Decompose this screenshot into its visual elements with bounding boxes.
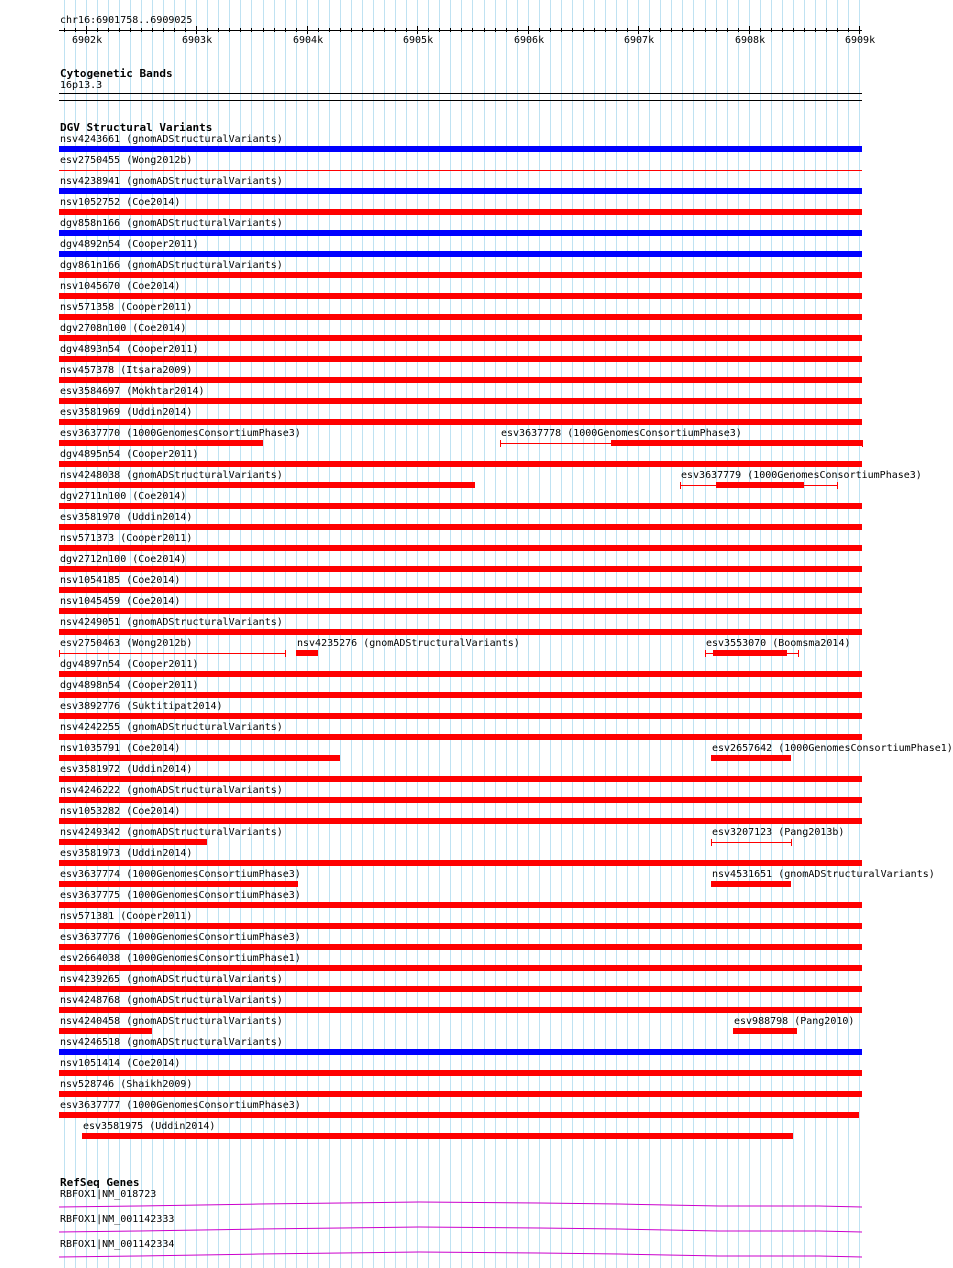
variant-line[interactable]	[59, 170, 862, 171]
variant-span-cap	[862, 440, 863, 447]
variant-bar[interactable]	[59, 1112, 859, 1118]
variant-label[interactable]: nsv4246222 (gnomADStructuralVariants)	[60, 785, 283, 796]
gene-intron-line	[59, 1202, 862, 1207]
variant-bar[interactable]	[59, 965, 862, 971]
variant-label[interactable]: esv3581975 (Uddin2014)	[83, 1121, 216, 1132]
ruler-minor-tick	[506, 28, 507, 32]
variant-span-cap	[680, 482, 681, 489]
variant-bar[interactable]	[716, 482, 804, 488]
variant-bar[interactable]	[59, 566, 862, 572]
ruler-minor-tick	[64, 28, 65, 32]
variant-label[interactable]: nsv1052752 (Coe2014)	[60, 197, 181, 208]
variant-label[interactable]: dgv4895n54 (Cooper2011)	[60, 449, 199, 460]
ruler-tick-label: 6905k	[403, 35, 434, 46]
variant-span-cap	[837, 482, 838, 489]
variant-bar[interactable]	[59, 272, 862, 278]
variant-label[interactable]: nsv4248038 (gnomADStructuralVariants)	[60, 470, 283, 481]
variant-bar[interactable]	[59, 188, 862, 194]
variant-span-cap	[791, 839, 792, 846]
variant-bar[interactable]	[59, 755, 340, 761]
variant-label[interactable]: dgv2712n100 (Coe2014)	[60, 554, 187, 565]
ruler-tick-label: 6903k	[182, 35, 213, 46]
ruler-major-tick	[196, 26, 197, 34]
variant-label[interactable]: nsv571381 (Cooper2011)	[60, 911, 193, 922]
ruler-tick-label: 6902k	[72, 35, 103, 46]
ruler-minor-tick	[649, 28, 650, 32]
variant-label[interactable]: esv3637778 (1000GenomesConsortiumPhase3)	[501, 428, 742, 439]
ruler-major-tick	[638, 26, 639, 34]
variant-bar[interactable]	[733, 1028, 797, 1034]
ruler-major-tick	[417, 26, 418, 34]
variant-label[interactable]: esv3637776 (1000GenomesConsortiumPhase3)	[60, 932, 301, 943]
variant-label[interactable]: nsv1054185 (Coe2014)	[60, 575, 181, 586]
variant-bar[interactable]	[59, 1007, 862, 1013]
gene-intron-line	[59, 1227, 862, 1232]
ruler-minor-tick	[517, 28, 518, 32]
ruler-minor-tick	[152, 28, 153, 32]
variant-bar[interactable]	[59, 146, 862, 152]
variant-bar[interactable]	[611, 440, 862, 446]
variant-bar[interactable]	[713, 650, 787, 656]
ruler-minor-tick	[660, 28, 661, 32]
variant-bar[interactable]	[59, 713, 862, 719]
variant-bar[interactable]	[59, 314, 862, 320]
variant-label[interactable]: esv3637770 (1000GenomesConsortiumPhase3)	[60, 428, 301, 439]
variant-span-line[interactable]	[711, 842, 791, 843]
variant-bar[interactable]	[59, 986, 862, 992]
variant-bar[interactable]	[59, 503, 862, 509]
ruler-minor-tick	[826, 28, 827, 32]
ruler-minor-tick	[351, 28, 352, 32]
ruler-minor-tick	[583, 28, 584, 32]
ruler-tick-label: 6907k	[624, 35, 655, 46]
ruler-minor-tick	[373, 28, 374, 32]
variant-bar[interactable]	[59, 482, 475, 488]
ruler-minor-tick	[760, 28, 761, 32]
ruler-minor-tick	[97, 28, 98, 32]
variant-bar[interactable]	[59, 881, 298, 887]
ruler-minor-tick	[627, 28, 628, 32]
cytoband-label: 16p13.3	[60, 80, 103, 91]
gene-model[interactable]	[59, 1225, 862, 1235]
variant-bar[interactable]	[59, 629, 862, 635]
variant-bar[interactable]	[59, 860, 862, 866]
ruler-major-tick	[749, 26, 750, 34]
variant-bar[interactable]	[59, 818, 862, 824]
variant-bar[interactable]	[59, 545, 862, 551]
position-label: chr16:6901758..6909025	[60, 15, 193, 26]
variant-span-cap	[798, 650, 799, 657]
variant-bar[interactable]	[59, 1091, 862, 1097]
variant-bar[interactable]	[59, 398, 862, 404]
variant-label[interactable]: esv3637779 (1000GenomesConsortiumPhase3)	[681, 470, 922, 481]
variant-bar[interactable]	[59, 671, 862, 677]
variant-bar[interactable]	[59, 335, 862, 341]
refseq-track-title[interactable]: RefSeq Genes	[60, 1176, 140, 1189]
variant-label[interactable]: nsv4246518 (gnomADStructuralVariants)	[60, 1037, 283, 1048]
variant-label[interactable]: nsv4249342 (gnomADStructuralVariants)	[60, 827, 283, 838]
variant-label[interactable]: esv3637774 (1000GenomesConsortiumPhase3)	[60, 869, 301, 880]
cytoband-track-title[interactable]: Cytogenetic Bands	[60, 67, 173, 80]
ruler-minor-tick	[240, 28, 241, 32]
cytoband-band[interactable]	[59, 93, 862, 94]
ruler-minor-tick	[793, 28, 794, 32]
ruler-minor-tick	[594, 28, 595, 32]
ruler-minor-tick	[671, 28, 672, 32]
ruler-minor-tick	[329, 28, 330, 32]
ruler-minor-tick	[472, 28, 473, 32]
variant-bar[interactable]	[59, 230, 862, 236]
ruler-minor-tick	[251, 28, 252, 32]
ruler-minor-tick	[163, 28, 164, 32]
variant-bar[interactable]	[711, 881, 791, 887]
variant-label[interactable]: esv3581972 (Uddin2014)	[60, 764, 193, 775]
ruler-minor-tick	[75, 28, 76, 32]
ruler-major-tick	[528, 26, 529, 34]
variant-label[interactable]: esv2664038 (1000GenomesConsortiumPhase1)	[60, 953, 301, 964]
variant-label[interactable]: esv3207123 (Pang2013b)	[712, 827, 845, 838]
dgv-track-title[interactable]: DGV Structural Variants	[60, 121, 213, 134]
variant-bar[interactable]	[711, 755, 791, 761]
ruler-minor-tick	[130, 28, 131, 32]
ruler-minor-tick	[782, 28, 783, 32]
variant-bar[interactable]	[59, 1049, 862, 1055]
variant-label[interactable]: nsv4248768 (gnomADStructuralVariants)	[60, 995, 283, 1006]
variant-span-cap	[500, 440, 501, 447]
ruler-minor-tick	[616, 28, 617, 32]
variant-label[interactable]: esv3581970 (Uddin2014)	[60, 512, 193, 523]
ruler-minor-tick	[207, 28, 208, 32]
variant-bar[interactable]	[59, 251, 862, 257]
ruler-minor-tick	[395, 28, 396, 32]
ruler-minor-tick	[263, 28, 264, 32]
variant-label[interactable]: esv2657642 (1000GenomesConsortiumPhase1)	[712, 743, 953, 754]
variant-bar[interactable]	[82, 1133, 793, 1139]
variant-label[interactable]: nsv4242255 (gnomADStructuralVariants)	[60, 722, 283, 733]
variant-label[interactable]: esv3584697 (Mokhtar2014)	[60, 386, 205, 397]
ruler-major-tick	[86, 26, 87, 34]
ruler-minor-tick	[495, 28, 496, 32]
variant-bar[interactable]	[59, 377, 862, 383]
variant-label[interactable]: esv3637775 (1000GenomesConsortiumPhase3)	[60, 890, 301, 901]
variant-label[interactable]: nsv1045459 (Coe2014)	[60, 596, 181, 607]
variant-label[interactable]: dgv4897n54 (Cooper2011)	[60, 659, 199, 670]
variant-bar[interactable]	[59, 839, 207, 845]
variant-bar[interactable]	[59, 923, 862, 929]
variant-bar[interactable]	[59, 356, 862, 362]
variant-label[interactable]: nsv571358 (Cooper2011)	[60, 302, 193, 313]
variant-span-line[interactable]	[59, 653, 285, 654]
variant-span-cap	[285, 650, 286, 657]
variant-label[interactable]: dgv2708n100 (Coe2014)	[60, 323, 187, 334]
ruler-minor-tick	[771, 28, 772, 32]
ruler-minor-tick	[174, 28, 175, 32]
variant-bar[interactable]	[59, 461, 862, 467]
variant-bar[interactable]	[59, 209, 862, 215]
ruler-minor-tick	[539, 28, 540, 32]
ruler-minor-tick	[119, 28, 120, 32]
ruler-minor-tick	[274, 28, 275, 32]
variant-label[interactable]: dgv858n166 (gnomADStructuralVariants)	[60, 218, 283, 229]
variant-span-cap	[705, 650, 706, 657]
variant-label[interactable]: esv2750455 (Wong2012b)	[60, 155, 193, 166]
ruler-major-tick	[307, 26, 308, 34]
ruler-minor-tick	[428, 28, 429, 32]
variant-bar[interactable]	[59, 1070, 862, 1076]
variant-bar[interactable]	[59, 776, 862, 782]
variant-bar[interactable]	[59, 419, 862, 425]
variant-label[interactable]: dgv4893n54 (Cooper2011)	[60, 344, 199, 355]
ruler-minor-tick	[185, 28, 186, 32]
ruler-tick-label: 6908k	[735, 35, 766, 46]
variant-label[interactable]: nsv4235276 (gnomADStructuralVariants)	[297, 638, 520, 649]
variant-label[interactable]: dgv861n166 (gnomADStructuralVariants)	[60, 260, 283, 271]
ruler-minor-tick	[705, 28, 706, 32]
variant-label[interactable]: nsv4249051 (gnomADStructuralVariants)	[60, 617, 283, 628]
variant-bar[interactable]	[59, 293, 862, 299]
variant-label[interactable]: esv3581973 (Uddin2014)	[60, 848, 193, 859]
variant-label[interactable]: nsv4531651 (gnomADStructuralVariants)	[712, 869, 935, 880]
variant-label[interactable]: nsv1035791 (Coe2014)	[60, 743, 181, 754]
variant-bar[interactable]	[59, 734, 862, 740]
ruler-minor-tick	[318, 28, 319, 32]
variant-bar[interactable]	[59, 440, 263, 446]
variant-span-cap	[59, 650, 60, 657]
variant-label[interactable]: nsv4240458 (gnomADStructuralVariants)	[60, 1016, 283, 1027]
variant-span-cap	[711, 839, 712, 846]
variant-label[interactable]: esv3553070 (Boomsma2014)	[706, 638, 851, 649]
variant-label[interactable]: nsv1053282 (Coe2014)	[60, 806, 181, 817]
ruler-minor-tick	[296, 28, 297, 32]
variant-bar[interactable]	[296, 650, 318, 656]
ruler-minor-tick	[804, 28, 805, 32]
variant-bar[interactable]	[59, 944, 862, 950]
variant-label[interactable]: nsv457378 (Itsara2009)	[60, 365, 193, 376]
variant-label[interactable]: esv2750463 (Wong2012b)	[60, 638, 193, 649]
ruler-minor-tick	[716, 28, 717, 32]
variant-bar[interactable]	[59, 1028, 152, 1034]
ruler-minor-tick	[605, 28, 606, 32]
variant-bar[interactable]	[59, 524, 862, 530]
variant-bar[interactable]	[59, 608, 862, 614]
variant-label[interactable]: nsv4239265 (gnomADStructuralVariants)	[60, 974, 283, 985]
ruler-minor-tick	[229, 28, 230, 32]
ruler-minor-tick	[108, 28, 109, 32]
gene-model[interactable]	[59, 1250, 862, 1260]
ruler-tick-label: 6906k	[514, 35, 545, 46]
gene-model[interactable]	[59, 1200, 862, 1210]
ruler-tick-label: 6904k	[293, 35, 324, 46]
variant-label[interactable]: esv3892776 (Suktitipat2014)	[60, 701, 223, 712]
variant-label[interactable]: dgv4898n54 (Cooper2011)	[60, 680, 199, 691]
variant-label[interactable]: nsv4243661 (gnomADStructuralVariants)	[60, 134, 283, 145]
variant-label[interactable]: nsv571373 (Cooper2011)	[60, 533, 193, 544]
ruler-minor-tick	[572, 28, 573, 32]
variant-bar[interactable]	[59, 902, 862, 908]
variant-label[interactable]: dgv2711n100 (Coe2014)	[60, 491, 187, 502]
variant-label[interactable]: nsv1051414 (Coe2014)	[60, 1058, 181, 1069]
ruler-minor-tick	[550, 28, 551, 32]
ruler-minor-tick	[484, 28, 485, 32]
ruler-minor-tick	[450, 28, 451, 32]
ruler-minor-tick	[848, 28, 849, 32]
variant-bar[interactable]	[59, 797, 862, 803]
ruler-minor-tick	[439, 28, 440, 32]
ruler-minor-tick	[406, 28, 407, 32]
ruler-minor-tick	[218, 28, 219, 32]
ruler-minor-tick	[738, 28, 739, 32]
ruler-tick-label: 6909k	[845, 35, 876, 46]
ruler-minor-tick	[837, 28, 838, 32]
ruler-minor-tick	[815, 28, 816, 32]
variant-label[interactable]: esv3637777 (1000GenomesConsortiumPhase3)	[60, 1100, 301, 1111]
ruler-minor-tick	[693, 28, 694, 32]
variant-label[interactable]: esv3581969 (Uddin2014)	[60, 407, 193, 418]
ruler-minor-tick	[384, 28, 385, 32]
ruler-major-tick	[859, 26, 860, 34]
ruler-minor-tick	[285, 28, 286, 32]
ruler-minor-tick	[141, 28, 142, 32]
variant-label[interactable]: nsv1045670 (Coe2014)	[60, 281, 181, 292]
ruler-minor-tick	[461, 28, 462, 32]
ruler-minor-tick	[561, 28, 562, 32]
gene-intron-line	[59, 1252, 862, 1257]
gene-label[interactable]: RBFOX1|NM_001142334	[60, 1239, 175, 1250]
variant-label[interactable]: esv988798 (Pang2010)	[734, 1016, 855, 1027]
ruler-minor-tick	[362, 28, 363, 32]
gene-label[interactable]: RBFOX1|NM_018723	[60, 1189, 157, 1200]
ruler-minor-tick	[682, 28, 683, 32]
ruler-minor-tick	[727, 28, 728, 32]
ruler-minor-tick	[340, 28, 341, 32]
variant-label[interactable]: nsv528746 (Shaikh2009)	[60, 1079, 193, 1090]
track-divider	[59, 100, 862, 101]
variant-label[interactable]: nsv4238941 (gnomADStructuralVariants)	[60, 176, 283, 187]
gene-label[interactable]: RBFOX1|NM_001142333	[60, 1214, 175, 1225]
variant-bar[interactable]	[59, 692, 862, 698]
variant-bar[interactable]	[59, 587, 862, 593]
variant-label[interactable]: dgv4892n54 (Cooper2011)	[60, 239, 199, 250]
